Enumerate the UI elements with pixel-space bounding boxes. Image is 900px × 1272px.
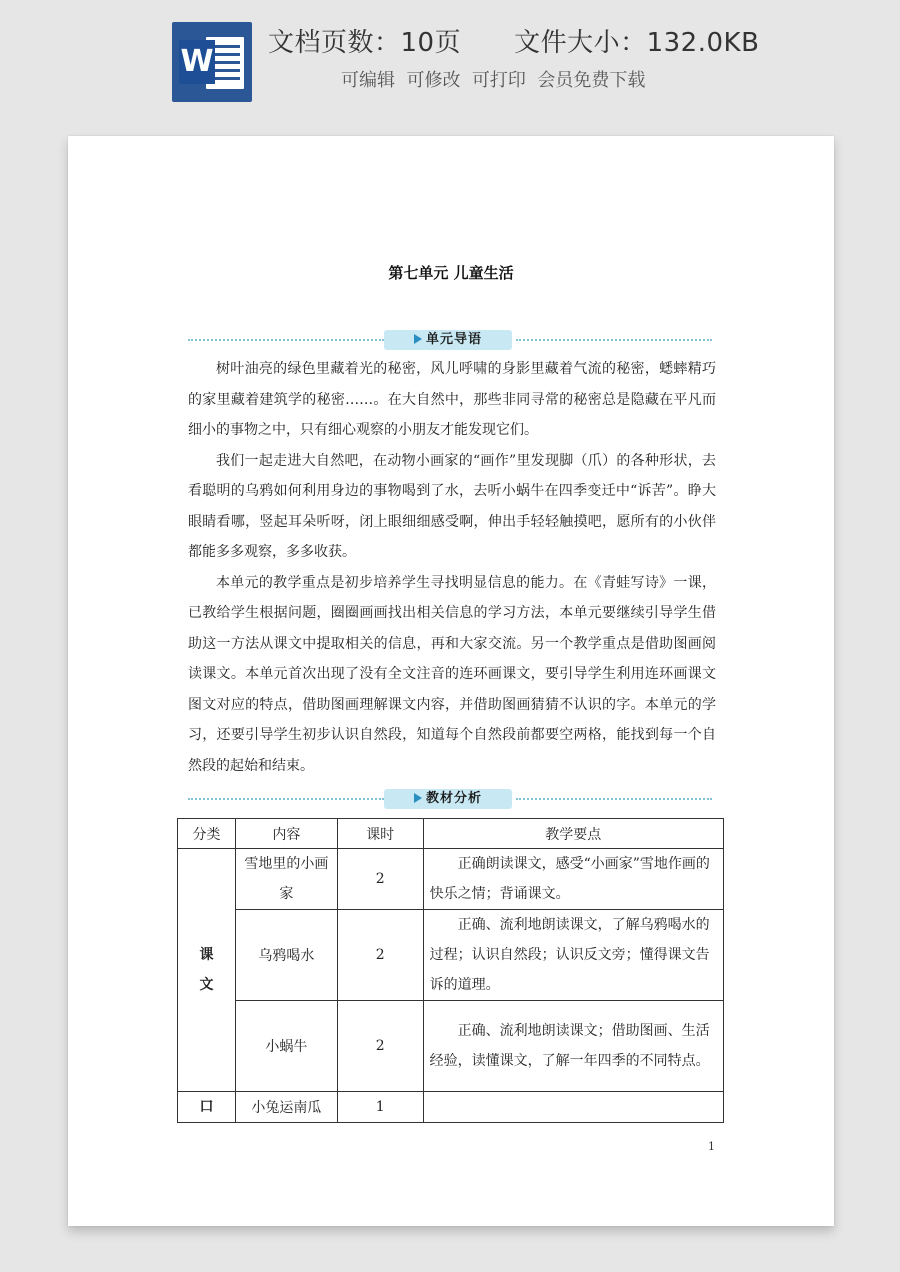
key-points-cell xyxy=(423,910,723,1001)
page-number: 1 xyxy=(708,1140,715,1153)
download-banner xyxy=(0,0,900,118)
key-points-text: 正确朗读课文，感受“小画家”雪地作画的快乐之情；背诵课文。 xyxy=(429,856,710,902)
arrow-right-icon xyxy=(414,334,422,344)
column-header: 内容 xyxy=(235,819,337,849)
section-pill xyxy=(384,789,512,809)
key-points-text: 正确、流利地朗读课文，了解乌鸦喝水的过程；认识自然段；认识反文旁；懂得课文告诉的道理。 xyxy=(429,917,710,993)
table-row xyxy=(178,849,724,910)
arrow-right-icon xyxy=(414,793,422,803)
table-row xyxy=(178,910,724,1001)
category-cell: 课文 xyxy=(178,849,236,1092)
category-cell: 口 xyxy=(178,1092,236,1123)
content-cell: 雪地里的小画家 xyxy=(235,849,337,910)
content-cell: 小蜗牛 xyxy=(235,1001,337,1092)
file-info-title: 文档页数：10页 文件大小：132.0KB xyxy=(268,28,760,58)
file-features-subtitle: 可编辑 可修改 可打印 会员免费下载 xyxy=(341,70,646,91)
column-header: 课时 xyxy=(337,819,423,849)
unit-intro-text xyxy=(188,354,716,781)
key-points-cell xyxy=(423,1001,723,1092)
column-header: 分类 xyxy=(178,819,236,849)
column-header: 教学要点 xyxy=(423,819,723,849)
dotted-divider xyxy=(188,798,384,800)
hours-cell: 2 xyxy=(337,910,423,1001)
dotted-divider xyxy=(516,798,712,800)
key-points-text: 正确、流利地朗读课文；借助图画、生活经验，读懂课文，了解一年四季的不同特点。 xyxy=(429,1023,710,1069)
table-header-row xyxy=(178,819,724,849)
word-logo-letter: W xyxy=(179,40,215,84)
teaching-plan-table xyxy=(177,818,724,1123)
hours-cell: 2 xyxy=(337,849,423,910)
document-title: 第七单元 儿童生活 xyxy=(388,264,514,282)
section-title: 单元导语 xyxy=(425,332,482,347)
key-points-cell xyxy=(423,849,723,910)
document-page xyxy=(68,136,834,1226)
section-heading-intro xyxy=(188,330,712,350)
dotted-divider xyxy=(188,339,384,341)
paragraph: 本单元的教学重点是初步培养学生寻找明显信息的能力。在《青蛙写诗》一课，已教给学生根据问题，圈圈画画找出相关信息的学习方法，本单元要继续引导学生借助这一方法从课文中提取相关的信息，再和大家交流。另一个教学重点是借助图画阅读课文。本单元首次出现了没有全文注音的连环画课文，要引导学生利用连环画课文图文对应的特点，借助图画理解课文内容，并借助图画猜猜不认识的字。本单元的学习，还要引导学生初步认识自然段，知道每个自然段前都要空两格，能找到每一个自然段的起始和结束。 xyxy=(188,574,716,774)
section-pill xyxy=(384,330,512,350)
section-heading-analysis xyxy=(188,789,712,809)
table-row xyxy=(178,1001,724,1092)
table-row xyxy=(178,1092,724,1123)
section-title: 教材分析 xyxy=(425,791,482,806)
content-cell: 小兔运南瓜 xyxy=(235,1092,337,1123)
hours-cell: 1 xyxy=(337,1092,423,1123)
key-points-cell xyxy=(423,1092,723,1123)
content-cell: 乌鸦喝水 xyxy=(235,910,337,1001)
paragraph: 我们一起走进大自然吧，在动物小画家的“画作”里发现脚（爪）的各种形状，去看聪明的乌鸦如何利用身边的事物喝到了水，去听小蜗牛在四季变迁中“诉苦”。睁大眼睛看哪，竖起耳朵听呀，闭上眼细细感受啊，伸出手轻轻触摸吧，愿所有的小伙伴都能多多观察，多多收获。 xyxy=(188,452,716,560)
hours-cell: 2 xyxy=(337,1001,423,1092)
paragraph: 树叶油亮的绿色里藏着光的秘密，风儿呼啸的身影里藏着气流的秘密，蟋蟀精巧的家里藏着建筑学的秘密……。在大自然中，那些非同寻常的秘密总是隐藏在平凡而细小的事物之中，只有细心观察的小朋友才能发现它们。 xyxy=(188,361,716,438)
word-document-icon xyxy=(172,22,252,102)
dotted-divider xyxy=(516,339,712,341)
